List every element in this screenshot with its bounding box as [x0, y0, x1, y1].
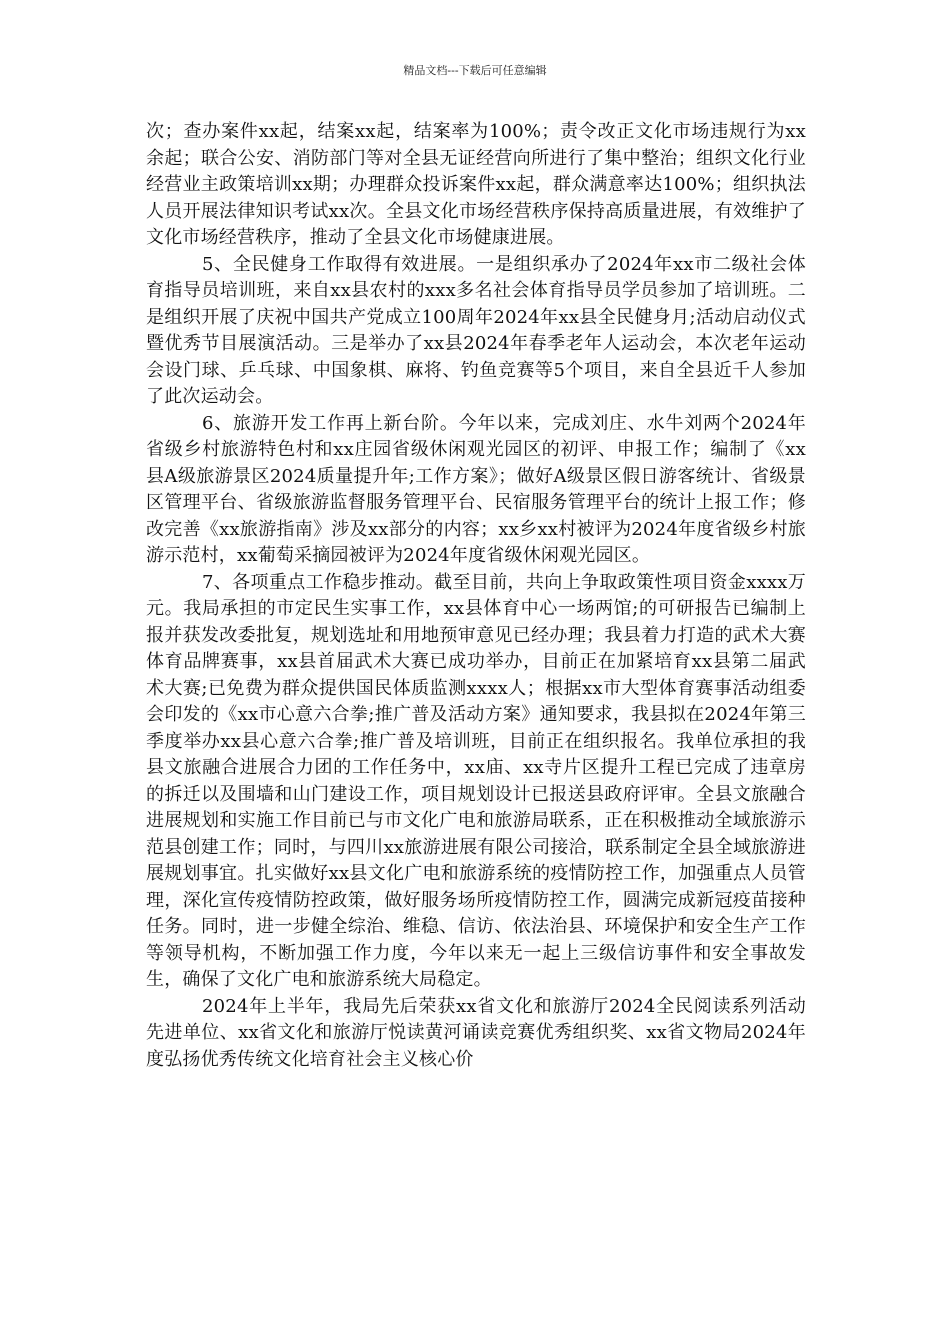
- paragraph-awards: 2024年上半年，我局先后荣获xx省文化和旅游厅2024全民阅读系列活动先进单位、xx省文化和旅游厅悦读黄河诵读竞赛优秀组织奖、xx省文物局2024年度弘扬优秀传统文化培育社会主义核心价: [146, 995, 806, 1070]
- document-body: [146, 119, 806, 1073]
- paragraph-tourism: 6、旅游开发工作再上新台阶。今年以来，完成刘庄、水牛刘两个2024年省级乡村旅游特色村和xx庄园省级休闲观光园区的初评、申报工作；编制了《xx县A级旅游景区2024质量提升年;工作方案》；做好A级景区假日游客统计、省级景区管理平台、省级旅游监督服务管理平台、民宿服务管理平台的统计上报工作；修改完善《xx旅游指南》涉及xx部分的内容；xx乡xx村被评为2024年度省级乡村旅游示范村，xx葡萄采摘园被评为2024年度省级休闲观光园区。: [146, 412, 806, 566]
- paragraph-culture-market: 次；查办案件xx起，结案xx起，结案率为100%；责令改正文化市场违规行为xx余起；联合公安、消防部门等对全县无证经营向所进行了集中整治；组织文化行业经营业主政策培训xx期；办理群众投诉案件xx起，群众满意率达100%；组织执法人员开展法律知识考试xx次。全县文化市场经营秩序保持高质量进展，有效维护了文化市场经营秩序，推动了全县文化市场健康进展。: [146, 121, 806, 248]
- paragraph-fitness: 5、全民健身工作取得有效进展。一是组织承办了2024年xx市二级社会体育指导员培训班，来自xx县农村的xxx多名社会体育指导员学员参加了培训班。二是组织开展了庆祝中国共产党成立100周年2024年xx县全民健身月;活动启动仪式暨优秀节目展演活动。三是举办了xx县2024年春季老年人运动会，本次老年运动会设门球、乒乓球、中国象棋、麻将、钓鱼竞赛等5个项目，来自全县近千人参加了此次运动会。: [146, 253, 806, 407]
- paragraph-key-work: 7、各项重点工作稳步推动。截至目前，共向上争取政策性项目资金xxxx万元。我局承担的市定民生实事工作，xx县体育中心一场两馆;的可研报告已编制上报并获发改委批复，规划选址和用地预审意见已经办理；我县着力打造的武术大赛体育品牌赛事，xx县首届武术大赛已成功举办，目前正在加紧培育xx县第二届武术大赛;已免费为群众提供国民体质监测xxxx人；根据xx市大型体育赛事活动组委会印发的《xx市心意六合拳;推广普及活动方案》通知要求，我县拟在2024年第三季度举办xx县心意六合拳;推广普及培训班，目前正在组织报名。我单位承担的我县文旅融合进展合力团的工作任务中，xx庙、xx寺片区提升工程已完成了违章房的拆迁以及围墙和山门建设工作，项目规划设计已报送县政府评审。全县文旅融合进展规划和实施工作目前已与市文化广电和旅游局联系，正在积极推动全域旅游示范县创建工作；同时，与四川xx旅游进展有限公司接洽，联系制定全县全域旅游进展规划事宜。扎实做好xx县文化广电和旅游系统的疫情防控工作，加强重点人员管理，深化宣传疫情防控政策，做好服务场所疫情防控工作，圆满完成新冠疫苗接种任务。同时，进一步健全综治、维稳、信访、依法治县、环境保护和安全生产工作等领导机构，不断加强工作力度，今年以来无一起上三级信访事件和安全事故发生，确保了文化广电和旅游系统大局稳定。: [146, 571, 806, 990]
- page-header: 精品文档---下载后可任意编辑: [403, 64, 547, 77]
